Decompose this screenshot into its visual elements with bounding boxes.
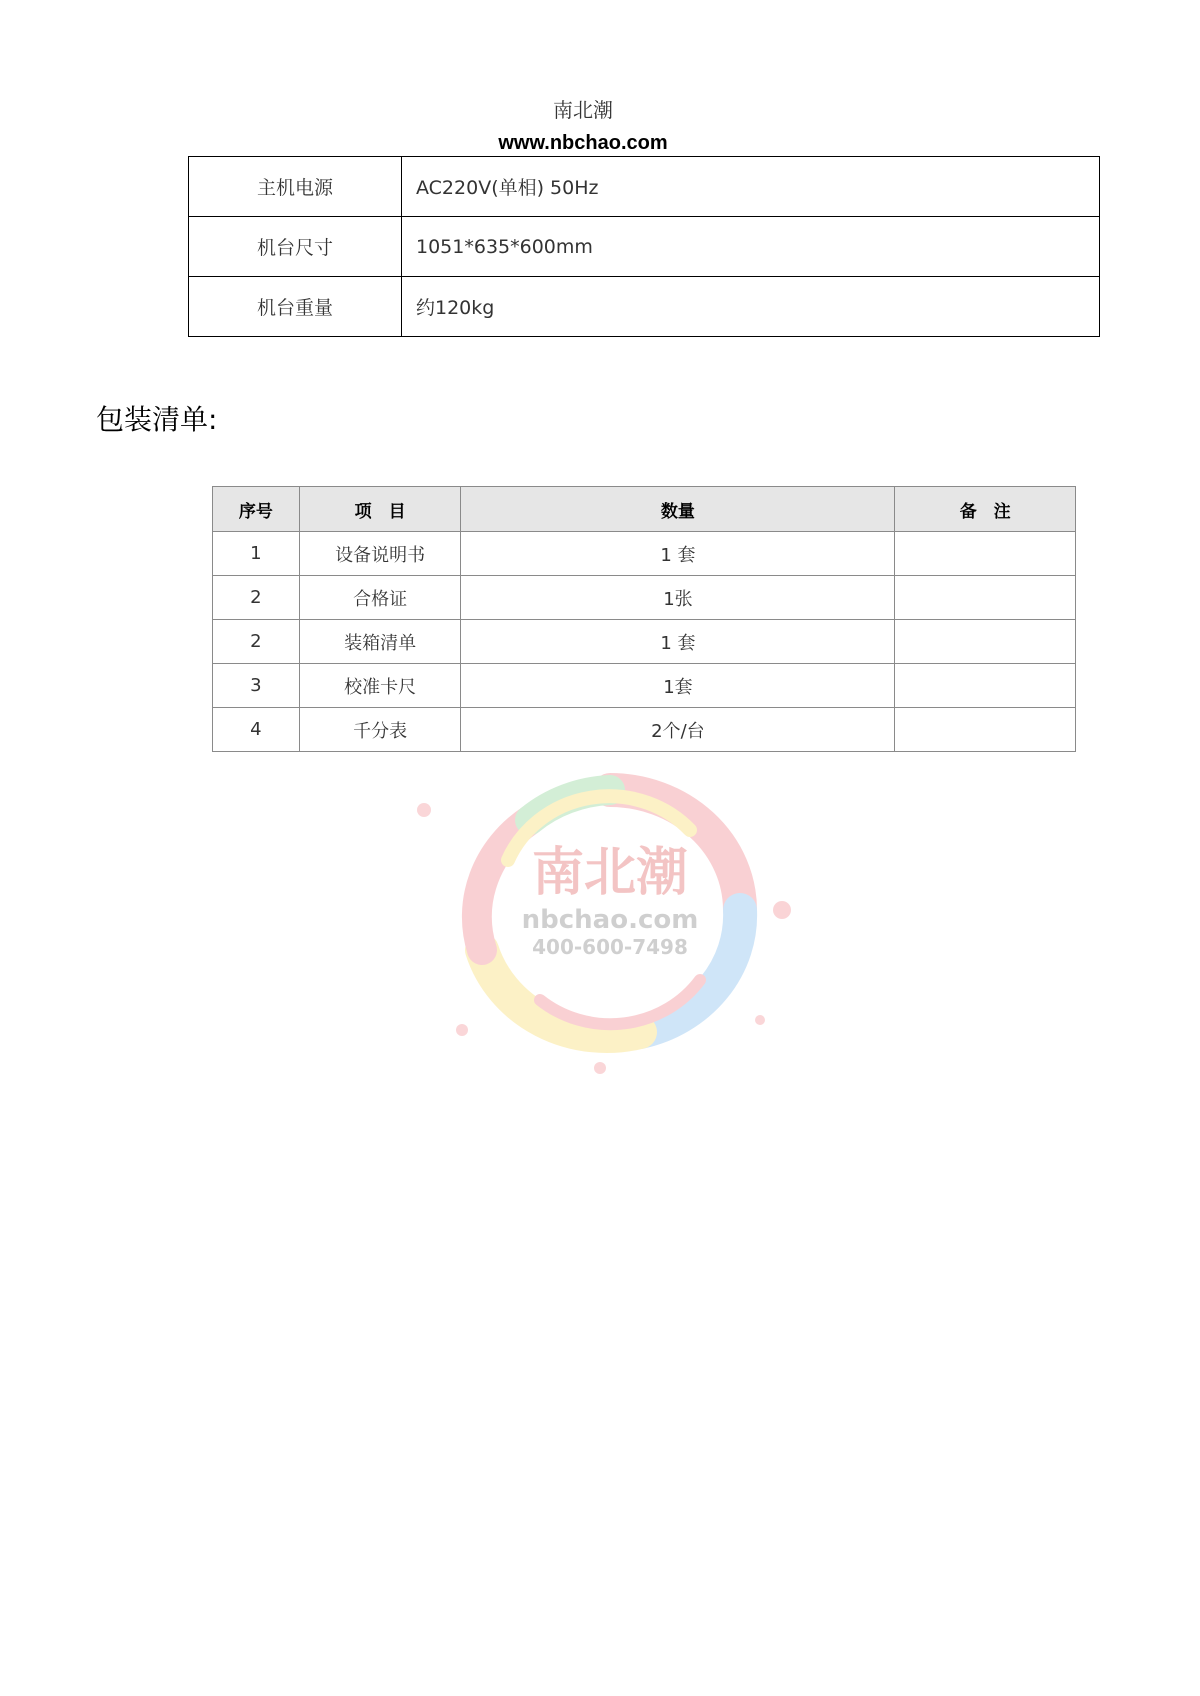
watermark-logo — [390, 750, 830, 1080]
cell-item: 千分表 — [299, 708, 461, 752]
spec-table — [188, 156, 1100, 337]
table-row — [213, 576, 1076, 620]
spec-label: 机台重量 — [189, 277, 402, 337]
table-row — [213, 532, 1076, 576]
spec-value: 1051*635*600mm — [402, 217, 1100, 277]
cell-note — [895, 708, 1076, 752]
spec-value: AC220V(单相) 50Hz — [402, 157, 1100, 217]
watermark-phone: 400-600-7498 — [532, 935, 688, 959]
cell-qty: 1 套 — [461, 532, 895, 576]
col-header-no: 序号 — [213, 487, 300, 532]
cell-no: 4 — [213, 708, 300, 752]
cell-note — [895, 664, 1076, 708]
table-row — [213, 620, 1076, 664]
cell-item: 设备说明书 — [299, 532, 461, 576]
cell-item: 装箱清单 — [299, 620, 461, 664]
cell-item: 合格证 — [299, 576, 461, 620]
cell-no: 1 — [213, 532, 300, 576]
table-row — [189, 217, 1100, 277]
spec-label: 主机电源 — [189, 157, 402, 217]
cell-item: 校准卡尺 — [299, 664, 461, 708]
cell-qty: 1套 — [461, 664, 895, 708]
spec-label: 机台尺寸 — [189, 217, 402, 277]
table-row — [213, 664, 1076, 708]
spec-value: 约120kg — [402, 277, 1100, 337]
packing-table — [212, 486, 1076, 752]
cell-qty: 1张 — [461, 576, 895, 620]
cell-note — [895, 576, 1076, 620]
header-company-name: 南北潮 — [553, 98, 613, 122]
cell-no: 2 — [213, 620, 300, 664]
cell-qty: 2个/台 — [461, 708, 895, 752]
table-row — [189, 157, 1100, 217]
table-header-row — [213, 487, 1076, 532]
cell-note — [895, 532, 1076, 576]
cell-note — [895, 620, 1076, 664]
cell-qty: 1 套 — [461, 620, 895, 664]
watermark-name: 南北潮 — [531, 842, 689, 903]
col-header-qty: 数量 — [461, 487, 895, 532]
table-row — [189, 277, 1100, 337]
col-header-note: 备 注 — [895, 487, 1076, 532]
cell-no: 2 — [213, 576, 300, 620]
col-header-item: 项 目 — [299, 487, 461, 532]
cell-no: 3 — [213, 664, 300, 708]
packing-list-title: 包装清单: — [96, 403, 218, 436]
header-url[interactable]: www.nbchao.com — [498, 132, 668, 154]
watermark-site: nbchao.com — [521, 905, 699, 935]
table-row — [213, 708, 1076, 752]
